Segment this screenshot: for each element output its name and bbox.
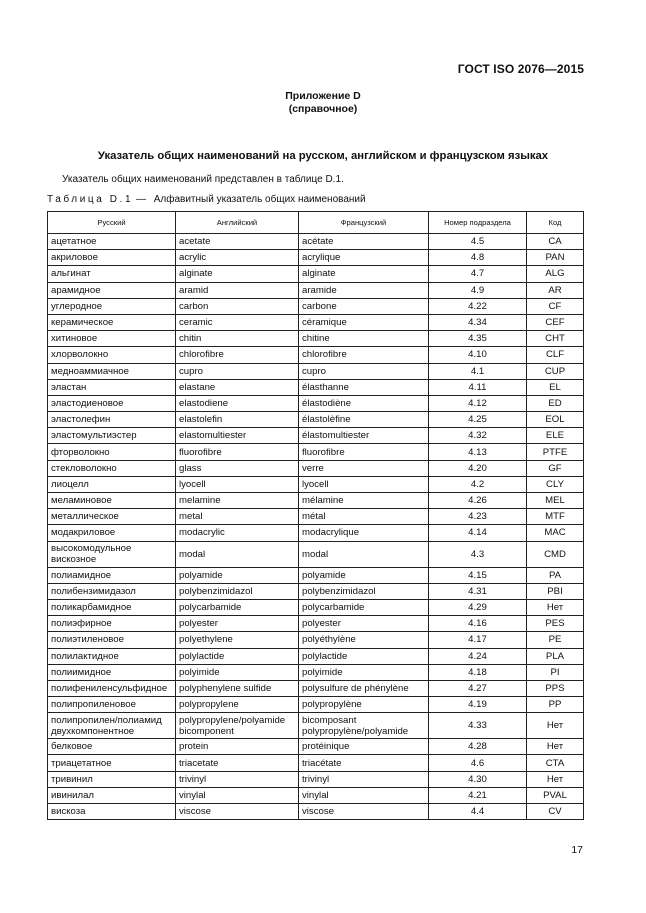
cell-code: CHT: [527, 331, 584, 347]
cell-russian: фторволокно: [48, 444, 176, 460]
header-russian: Русский: [48, 212, 176, 234]
cell-french: élastodiène: [299, 395, 429, 411]
page-number: 17: [571, 844, 583, 856]
cell-english: polyamide: [176, 567, 299, 583]
cell-subsection: 4.30: [429, 771, 527, 787]
cell-russian: полиэфирное: [48, 616, 176, 632]
cell-english: carbon: [176, 298, 299, 314]
table-row: [48, 444, 584, 460]
cell-english: polylactide: [176, 648, 299, 664]
table-row: [48, 680, 584, 696]
cell-russian: эластомультиэстер: [48, 428, 176, 444]
cell-russian: хитиновое: [48, 331, 176, 347]
table-row: [48, 599, 584, 615]
cell-subsection: 4.8: [429, 250, 527, 266]
cell-code: PLA: [527, 648, 584, 664]
table-row: [48, 266, 584, 282]
cell-russian: ивинилал: [48, 787, 176, 803]
table-row: [48, 713, 584, 739]
table-row: [48, 395, 584, 411]
cell-subsection: 4.7: [429, 266, 527, 282]
cell-subsection: 4.22: [429, 298, 527, 314]
cell-code: CV: [527, 804, 584, 820]
cell-code: EL: [527, 379, 584, 395]
cell-french: polylactide: [299, 648, 429, 664]
cell-code: PPS: [527, 680, 584, 696]
cell-english: polybenzimidazol: [176, 583, 299, 599]
header-french: Французский: [299, 212, 429, 234]
table-row: [48, 664, 584, 680]
cell-subsection: 4.17: [429, 632, 527, 648]
cell-english: melamine: [176, 493, 299, 509]
cell-english: chitin: [176, 331, 299, 347]
cell-code: CMD: [527, 541, 584, 567]
table-caption-dash: —: [135, 194, 146, 205]
cell-russian: хлорволокно: [48, 347, 176, 363]
cell-russian: полилактидное: [48, 648, 176, 664]
cell-code: CLY: [527, 476, 584, 492]
cell-french: viscose: [299, 804, 429, 820]
cell-subsection: 4.1: [429, 363, 527, 379]
table-row: [48, 697, 584, 713]
table-caption-label: Таблица D.1: [47, 194, 134, 205]
table-row: [48, 460, 584, 476]
table-row: [48, 755, 584, 771]
cell-subsection: 4.24: [429, 648, 527, 664]
cell-english: polypropylene/polyamide bicomponent: [176, 713, 299, 739]
cell-russian: керамическое: [48, 314, 176, 330]
cell-french: acétate: [299, 234, 429, 250]
cell-code: PE: [527, 632, 584, 648]
header-code: Код: [527, 212, 584, 234]
table-row: [48, 632, 584, 648]
cell-russian: тривинил: [48, 771, 176, 787]
cell-english: viscose: [176, 804, 299, 820]
cell-subsection: 4.18: [429, 664, 527, 680]
cell-russian: альгинат: [48, 266, 176, 282]
cell-subsection: 4.14: [429, 525, 527, 541]
cell-subsection: 4.33: [429, 713, 527, 739]
cell-subsection: 4.12: [429, 395, 527, 411]
cell-code: PBI: [527, 583, 584, 599]
cell-english: metal: [176, 509, 299, 525]
cell-subsection: 4.11: [429, 379, 527, 395]
table-row: [48, 282, 584, 298]
cell-english: elastane: [176, 379, 299, 395]
cell-code: CTA: [527, 755, 584, 771]
table-row: [48, 509, 584, 525]
cell-russian: акриловое: [48, 250, 176, 266]
cell-code: MEL: [527, 493, 584, 509]
cell-subsection: 4.32: [429, 428, 527, 444]
table-row: [48, 616, 584, 632]
table-row: [48, 428, 584, 444]
table-row: [48, 583, 584, 599]
table-row: [48, 525, 584, 541]
cell-french: acrylique: [299, 250, 429, 266]
cell-subsection: 4.13: [429, 444, 527, 460]
cell-french: métal: [299, 509, 429, 525]
cell-french: élastolèfine: [299, 412, 429, 428]
cell-subsection: 4.27: [429, 680, 527, 696]
cell-subsection: 4.25: [429, 412, 527, 428]
cell-english: cupro: [176, 363, 299, 379]
cell-french: triacétate: [299, 755, 429, 771]
table-row: [48, 250, 584, 266]
cell-subsection: 4.20: [429, 460, 527, 476]
cell-russian: медноаммиачное: [48, 363, 176, 379]
cell-french: polyimide: [299, 664, 429, 680]
cell-french: verre: [299, 460, 429, 476]
cell-french: mélamine: [299, 493, 429, 509]
cell-code: PI: [527, 664, 584, 680]
cell-code: PVAL: [527, 787, 584, 803]
cell-english: polyester: [176, 616, 299, 632]
cell-french: alginate: [299, 266, 429, 282]
cell-code: CA: [527, 234, 584, 250]
cell-subsection: 4.23: [429, 509, 527, 525]
cell-english: polyphenylene sulfide: [176, 680, 299, 696]
cell-subsection: 4.4: [429, 804, 527, 820]
cell-russian: меламиновое: [48, 493, 176, 509]
cell-english: fluorofibre: [176, 444, 299, 460]
cell-subsection: 4.5: [429, 234, 527, 250]
annex-subtitle: (справочное): [288, 103, 358, 115]
cell-russian: полиимидное: [48, 664, 176, 680]
cell-english: elastolefin: [176, 412, 299, 428]
cell-subsection: 4.34: [429, 314, 527, 330]
cell-code: Нет: [527, 599, 584, 615]
table-row: [48, 771, 584, 787]
header-subsection: Номер подраздела: [429, 212, 527, 234]
cell-french: trivinyl: [299, 771, 429, 787]
cell-russian: полиамидное: [48, 567, 176, 583]
table-header-row: [48, 212, 584, 234]
cell-russian: арамидное: [48, 282, 176, 298]
cell-code: MAC: [527, 525, 584, 541]
cell-code: PP: [527, 697, 584, 713]
cell-french: polysulfure de phénylène: [299, 680, 429, 696]
table-row: [48, 347, 584, 363]
cell-subsection: 4.35: [429, 331, 527, 347]
cell-subsection: 4.21: [429, 787, 527, 803]
cell-english: vinylal: [176, 787, 299, 803]
cell-russian: триацетатное: [48, 755, 176, 771]
table-row: [48, 314, 584, 330]
cell-subsection: 4.28: [429, 739, 527, 755]
table-caption: [47, 194, 366, 205]
cell-french: carbone: [299, 298, 429, 314]
cell-russian: модакриловое: [48, 525, 176, 541]
table-row: [48, 363, 584, 379]
cell-english: alginate: [176, 266, 299, 282]
cell-russian: эластолефин: [48, 412, 176, 428]
cell-code: ELE: [527, 428, 584, 444]
cell-english: trivinyl: [176, 771, 299, 787]
cell-english: modal: [176, 541, 299, 567]
cell-french: vinylal: [299, 787, 429, 803]
cell-french: polyéthylène: [299, 632, 429, 648]
annex-title: Приложение D: [285, 90, 361, 102]
cell-french: élastomultiester: [299, 428, 429, 444]
cell-code: PA: [527, 567, 584, 583]
cell-french: chlorofibre: [299, 347, 429, 363]
cell-english: lyocell: [176, 476, 299, 492]
cell-french: modal: [299, 541, 429, 567]
cell-english: acrylic: [176, 250, 299, 266]
cell-subsection: 4.19: [429, 697, 527, 713]
cell-russian: полипропиленовое: [48, 697, 176, 713]
cell-russian: углеродное: [48, 298, 176, 314]
cell-subsection: 4.31: [429, 583, 527, 599]
cell-russian: высокомодульное вискозное: [48, 541, 176, 567]
cell-subsection: 4.29: [429, 599, 527, 615]
cell-english: protein: [176, 739, 299, 755]
cell-russian: ацетатное: [48, 234, 176, 250]
cell-code: PAN: [527, 250, 584, 266]
table-row: [48, 541, 584, 567]
cell-english: elastomultiester: [176, 428, 299, 444]
cell-subsection: 4.26: [429, 493, 527, 509]
cell-english: modacrylic: [176, 525, 299, 541]
cell-english: glass: [176, 460, 299, 476]
cell-subsection: 4.9: [429, 282, 527, 298]
cell-french: modacrylique: [299, 525, 429, 541]
standard-code: ГОСТ ISO 2076—2015: [457, 62, 584, 76]
table-row: [48, 331, 584, 347]
cell-code: Нет: [527, 739, 584, 755]
cell-code: ALG: [527, 266, 584, 282]
cell-russian: стекловолокно: [48, 460, 176, 476]
cell-code: CLF: [527, 347, 584, 363]
cell-code: AR: [527, 282, 584, 298]
cell-french: fluorofibre: [299, 444, 429, 460]
cell-french: protéinique: [299, 739, 429, 755]
table-caption-title: Алфавитный указатель общих наименований: [153, 194, 366, 205]
cell-french: bicomposant polypropylène/polyamide: [299, 713, 429, 739]
cell-english: polypropylene: [176, 697, 299, 713]
section-heading: Указатель общих наименований на русском, английском и французском языках: [97, 150, 549, 162]
cell-subsection: 4.10: [429, 347, 527, 363]
cell-french: aramide: [299, 282, 429, 298]
cell-russian: вискоза: [48, 804, 176, 820]
cell-english: aramid: [176, 282, 299, 298]
cell-subsection: 4.3: [429, 541, 527, 567]
cell-french: céramique: [299, 314, 429, 330]
cell-russian: полифениленсульфидное: [48, 680, 176, 696]
cell-subsection: 4.2: [429, 476, 527, 492]
annex-block: [0, 90, 646, 116]
fibre-names-table: [47, 211, 584, 820]
cell-code: ED: [527, 395, 584, 411]
cell-english: acetate: [176, 234, 299, 250]
intro-text: Указатель общих наименований представлен в таблице D.1.: [62, 174, 344, 185]
cell-russian: белковое: [48, 739, 176, 755]
cell-russian: поликарбамидное: [48, 599, 176, 615]
cell-french: chitine: [299, 331, 429, 347]
cell-french: élasthanne: [299, 379, 429, 395]
cell-russian: лиоцелл: [48, 476, 176, 492]
table-row: [48, 567, 584, 583]
cell-code: Нет: [527, 771, 584, 787]
table-row: [48, 298, 584, 314]
header-english: Английский: [176, 212, 299, 234]
cell-english: triacetate: [176, 755, 299, 771]
table-row: [48, 648, 584, 664]
cell-french: polybenzimidazol: [299, 583, 429, 599]
table-row: [48, 804, 584, 820]
cell-french: polyamide: [299, 567, 429, 583]
cell-code: PTFE: [527, 444, 584, 460]
cell-russian: полиэтиленовое: [48, 632, 176, 648]
cell-english: polyethylene: [176, 632, 299, 648]
cell-subsection: 4.16: [429, 616, 527, 632]
cell-english: polyimide: [176, 664, 299, 680]
cell-russian: эластодиеновое: [48, 395, 176, 411]
cell-french: polypropylène: [299, 697, 429, 713]
cell-french: polycarbamide: [299, 599, 429, 615]
cell-english: chlorofibre: [176, 347, 299, 363]
cell-english: ceramic: [176, 314, 299, 330]
cell-french: lyocell: [299, 476, 429, 492]
table-row: [48, 412, 584, 428]
table-body: [48, 234, 584, 820]
cell-code: PES: [527, 616, 584, 632]
cell-code: Нет: [527, 713, 584, 739]
cell-subsection: 4.6: [429, 755, 527, 771]
cell-code: CUP: [527, 363, 584, 379]
cell-french: polyester: [299, 616, 429, 632]
cell-subsection: 4.15: [429, 567, 527, 583]
cell-code: CEF: [527, 314, 584, 330]
cell-russian: металлическое: [48, 509, 176, 525]
cell-russian: эластан: [48, 379, 176, 395]
cell-english: polycarbamide: [176, 599, 299, 615]
cell-russian: полибензимидазол: [48, 583, 176, 599]
cell-code: EOL: [527, 412, 584, 428]
table-row: [48, 493, 584, 509]
cell-russian: полипропилен/полиамид двухкомпонентное: [48, 713, 176, 739]
cell-code: GF: [527, 460, 584, 476]
cell-english: elastodiene: [176, 395, 299, 411]
table-row: [48, 476, 584, 492]
cell-code: MTF: [527, 509, 584, 525]
table-row: [48, 234, 584, 250]
table-row: [48, 787, 584, 803]
cell-code: CF: [527, 298, 584, 314]
table-row: [48, 379, 584, 395]
cell-french: cupro: [299, 363, 429, 379]
table-row: [48, 739, 584, 755]
